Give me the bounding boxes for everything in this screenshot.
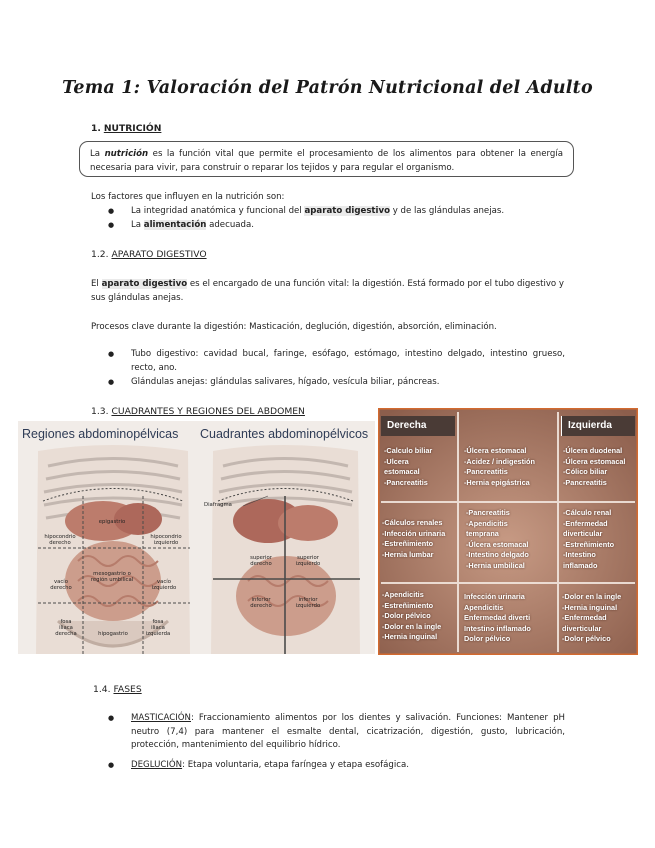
factors-list [91, 205, 571, 232]
list-item: ● Tubo digestivo: cavidad bucal, faringe, esófago, estómago, intestino delgado, intestino grueso, recto, ano. [91, 348, 565, 375]
section-title: APARATO DIGESTIVO [111, 249, 207, 260]
aparato-paragraph: El aparato digestivo es el encargado de una función vital: la digestión. Está formado por el tubo digestivo y sus glándulas anejas. [91, 279, 564, 303]
label-fosa-iliaca-derecha: fosa iliaca derecha [55, 619, 77, 637]
list-item: ● MASTICACIÓN: Fraccionamiento alimentos por los dientes y salivación. Funciones: Mantener pH neutro (7,4) para mantener el esmalte dental, cicatrización, digestión, gusto, lubricación, protección, mantenimiento del equilibrio hídrico. [91, 712, 565, 753]
section-number: 1.3. [91, 406, 109, 417]
list-item: ● DEGLUCIÓN: Etapa voluntaria, etapa faríngea y etapa esofágica. [91, 759, 565, 773]
cell-r1c1: -Calculo biliar -Ulcera estomacal -Pancreatitis [384, 446, 433, 487]
definition-text: es la función vital que permite el procesamiento de los alimentos para obtener la energía necesaria para vivir, para construir o reparar los tejidos y para regular el organismo. [90, 149, 563, 173]
label-fosa-iliaca-izquierda: fosa iliaca izquierda [145, 619, 171, 637]
section-aparato-heading [91, 249, 207, 260]
fases-list [91, 712, 565, 772]
label-diafragma: Diafragma [204, 502, 232, 508]
section-title: CUADRANTES Y REGIONES DEL ABDOMEN [111, 406, 305, 417]
label-hipogastrio: hipogastrio [98, 631, 128, 637]
header-izquierda: Izquierda [561, 416, 635, 436]
definition-term: nutrición [104, 149, 149, 159]
section-number: 1.2. [91, 249, 109, 260]
quadrants-title: Cuadrantes abdominopélvicos [200, 427, 369, 441]
factors-intro: Los factores que influyen en la nutrición son: [91, 192, 285, 202]
section-cuadrantes-heading [91, 406, 305, 417]
section-number: 1.4. [93, 684, 111, 695]
cell-r3c2: Infección urinaria Apendicitis Enfermedad diverti Intestino inflamado Dolor pélvico [464, 592, 531, 643]
label-hipocondrio-derecho: hipocondrio derecho [44, 534, 76, 546]
section-fases-heading [93, 684, 142, 695]
label-hipocondrio-izquierdo: hipocondrio izquierdo [150, 534, 182, 546]
definition-pre: La [90, 149, 105, 159]
cell-r3c1: -Apendicitis -Estreñimiento -Dolor pélvico -Dolor en la ingle -Hernia inguinal [382, 590, 442, 641]
list-item: ● La integridad anatómica y funcional del aparato digestivo y de las glándulas anejas. [91, 205, 571, 219]
label-vacio-izquierdo: vacío izquierdo [151, 579, 177, 591]
cell-r1c2: -Úlcera estomacal -Acidez / indigestión -Pancreatitis -Hernia epigástrica [464, 446, 535, 487]
label-epigastrio: epigastrio [98, 519, 126, 525]
label-vacio-derecho: vacío derecho [50, 579, 72, 591]
list-item: ● Glándulas anejas: glándulas salivares, hígado, vesícula biliar, páncreas. [91, 376, 565, 390]
definition-box [79, 141, 574, 177]
section-title: FASES [113, 684, 142, 695]
cell-r3c3: -Dolor en la ingle -Hernia inguinal -Enfermedad diverticular -Dolor pélvico [562, 592, 622, 643]
section-number: 1. [91, 123, 101, 134]
cell-r2c3: -Cálculo renal -Enfermedad diverticular -Estreñimiento -Intestino inflamado [563, 508, 615, 570]
cell-r1c3: -Úlcera duodenal -Úlcera estomacal -Cólico biliar -Pancreatitis [563, 446, 626, 487]
page-title: Tema 1: Valoración del Patrón Nutricional del Adulto [62, 78, 593, 98]
section-nutricion-heading [91, 123, 161, 134]
cell-r2c1: -Cálculos renales -Infección urinaria -Estreñimiento -Hernia lumbar [382, 518, 446, 559]
label-mesogastrio: mesogastrio o región umbilical [90, 571, 134, 583]
digestive-list [91, 348, 565, 390]
abdomen-pain-table-image [378, 408, 638, 655]
procesos-text: Procesos clave durante la digestión: Masticación, deglución, digestión, absorción, eliminación. [91, 322, 497, 332]
list-item: ● La alimentación adecuada. [91, 219, 571, 233]
section-title: NUTRICIÓN [103, 123, 162, 134]
label-inferior-izquierdo: inferior izquierdo [295, 597, 321, 609]
label-inferior-derecho: inferior derecho [250, 597, 272, 609]
label-superior-derecho: superior derecho [250, 555, 272, 567]
header-derecha: Derecha [381, 416, 455, 436]
label-superior-izquierdo: superior izquierdo [295, 555, 321, 567]
abdomen-diagram-image [18, 421, 375, 654]
regions-title: Regiones abdominopélvicas [22, 427, 179, 441]
cell-r2c2: -Pancreatitis -Apendicitis temprana -Úlcera estomacal -Intestino delgado -Hernia umbilical [466, 508, 529, 570]
